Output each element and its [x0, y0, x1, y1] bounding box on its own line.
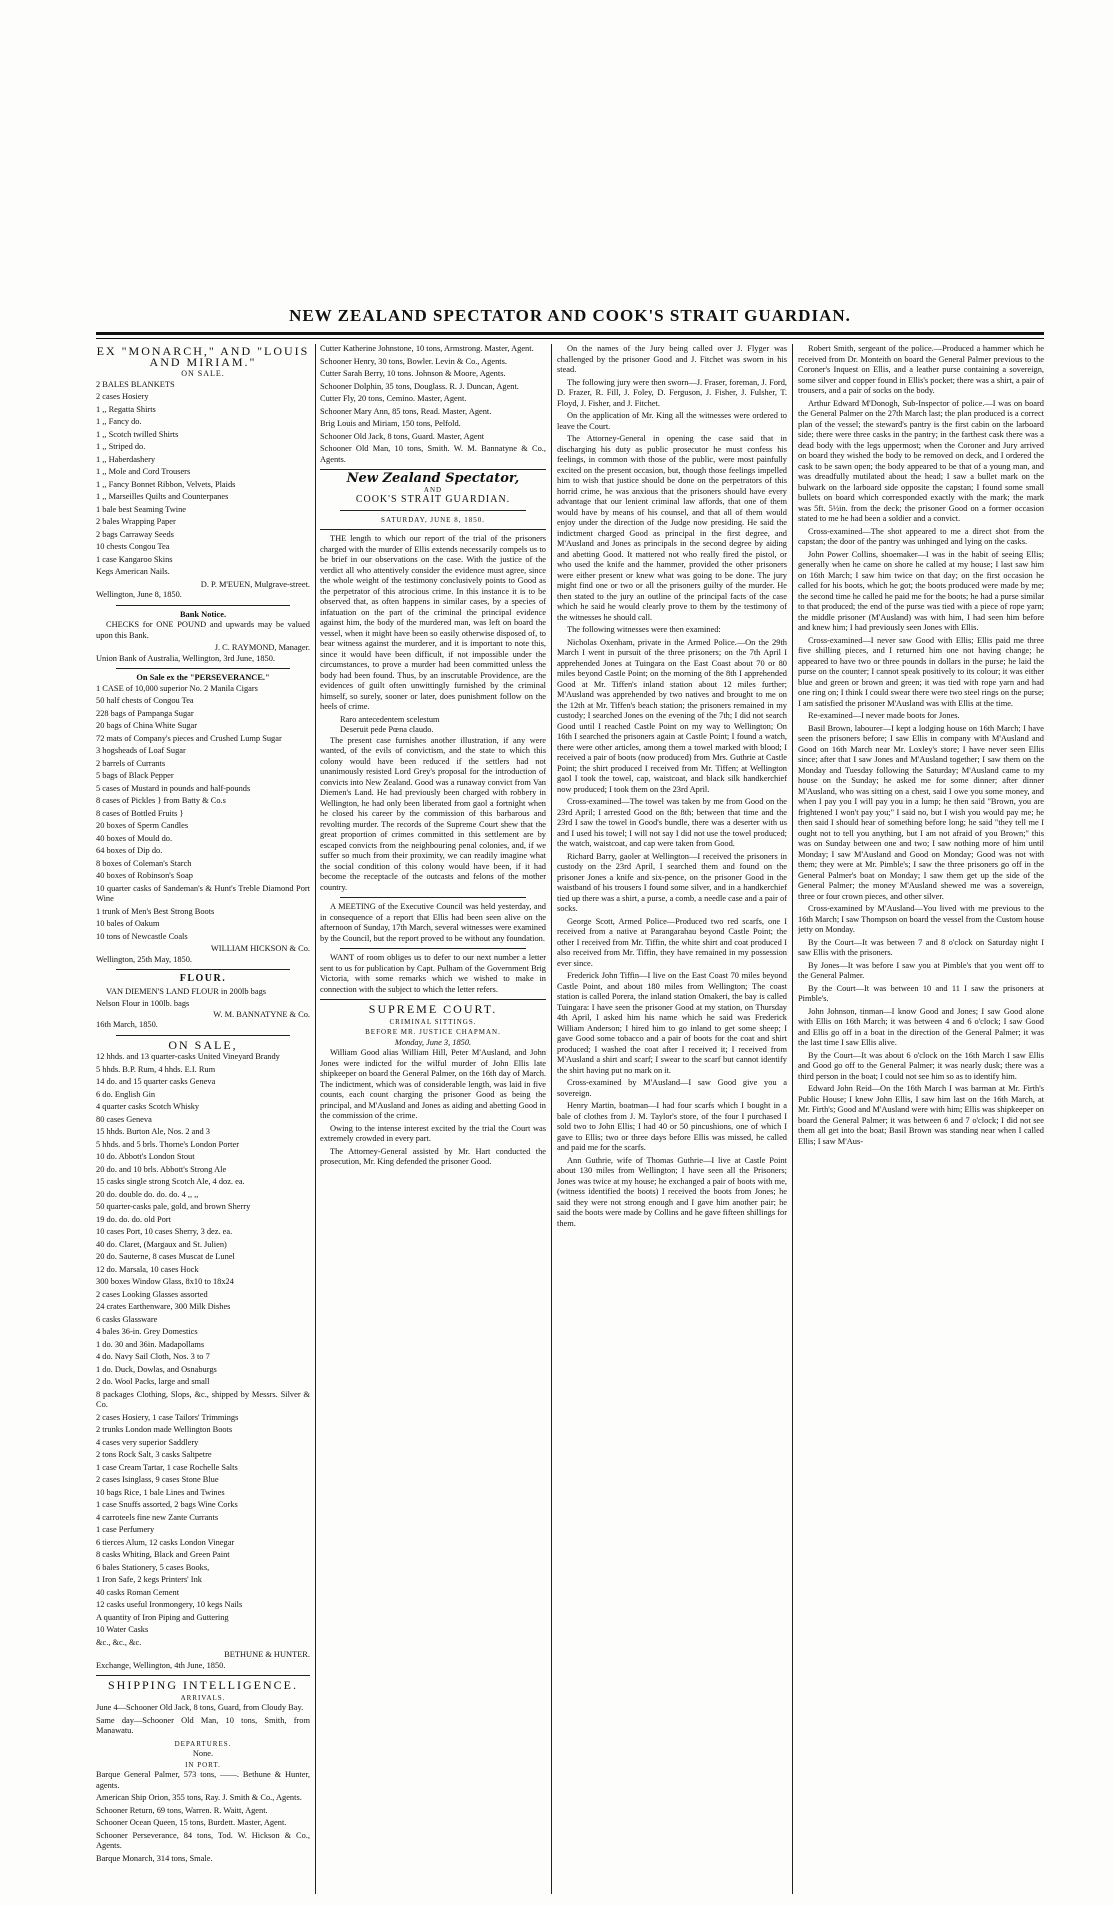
arrivals-heading: ARRIVALS.: [180, 1693, 226, 1702]
article-paragraph: Frederick John Tiffin—I live on the East Coast 70 miles beyond Castle Point, and about 180 miles from Wellington; The coast station is called Porera, the inland station Omakeri, the bay is called Tuingara: I have seen the prisoner Good at my station, on Thursday 4th April, I asked him his name which he said was Frederick William Anderson; I hired him to go inland to get some sheep; I gave Good some tobacco and a pair of boots for the coat and shirt produced; I washed the coat after I received it; I received from M'Ausland a shirt and scarf; I swear to the scarf but cannot identify the shirt having put no mark on it.: [557, 971, 787, 1075]
monarch-subtitle: ON SALE.: [181, 369, 225, 378]
trial-report: [557, 344, 787, 1229]
list-item: 10 Water Casks: [96, 1625, 149, 1634]
article-paragraph: Robert Smith, sergeant of the police.—Produced a hammer which he received from Dr. Monteith on board the General Palmer previous to the Coroner's Inquest on Ellis, and a leather purse containing a sovereign, some silver and copper found in Ellis's pocket; there was a shirt, a pair of trousers, and a pair of socks on the body.: [798, 344, 1044, 395]
list-item: 5 hhds. and 5 brls. Thorne's London Porter: [96, 1139, 240, 1149]
article-paragraph: John Power Collins, shoemaker—I was in the habit of seeing Ellis; generally when he came on shore he called at my house; I last saw him on 16th March; I saw him twice on that day; on the first occasion he called for his boots, which he got; the boots produced were made by me; the second time he called he paid me for the boots; he had a purse similar to that produced; the end of the purse was tied with a piece of rope yarn; the middle prisoner (M'Ausland) was with him, I had seen him before and knew him; I had previously seen Jones with Ellis.: [798, 549, 1044, 632]
article-paragraph: George Scott, Armed Police—Produced two red scarfs, one I received from a native at Parangarahau beyond Castle Point; the other I received from Mr. Tiffin, the white shirt and coat produced I also received from Mr. Tiffin, they have remained in my possession ever since.: [557, 916, 787, 968]
list-item: 1 do. Duck, Dowlas, and Osnaburgs: [96, 1364, 217, 1374]
list-item: 10 quarter casks of Sandeman's & Hunt's Treble Diamond Port Wine: [96, 883, 310, 903]
article-paragraph: The following witnesses were then examined:: [567, 625, 721, 634]
shipping-entry: Same day—Schooner Old Man, 10 tons, Smith, from Manawatu.: [96, 1715, 310, 1735]
shipping-entry: Cutter Fly, 20 tons, Cemino. Master, Agent.: [320, 394, 467, 403]
list-item: 1 ,, Regatta Shirts: [96, 404, 156, 414]
list-item: 20 boxes of Sperm Candles: [96, 821, 189, 830]
article-paragraph: Cross-examined by M'Ausland—I saw Good give you a sovereign.: [557, 1078, 787, 1098]
list-item: 300 boxes Window Glass, 8x10 to 18x24: [96, 1277, 234, 1286]
list-item: 6 do. English Gin: [96, 1089, 156, 1099]
list-item: 80 cases Geneva: [96, 1114, 152, 1124]
list-item: 20 do. double do. do. do. 4 ,, ,,: [96, 1189, 199, 1199]
monarch-title: EX "MONARCH," AND "LOUIS AND MIRIAM.": [96, 344, 310, 369]
list-item: 1 ,, Marseilles Quilts and Counterpanes: [96, 492, 229, 501]
list-item: 8 cases of Pickles } from Batty & Co.s: [96, 796, 226, 805]
list-item: &c., &c., &c.: [96, 1637, 142, 1647]
list-item: 40 casks Roman Cement: [96, 1587, 180, 1597]
masthead-rule-thin: [96, 338, 1044, 339]
shipping-entry: Schooner Mary Ann, 85 tons, Read. Master, Agent.: [320, 406, 492, 416]
court-before: BEFORE MR. JUSTICE CHAPMAN.: [365, 1028, 501, 1036]
list-item: 15 casks single strong Scotch Ale, 4 doz. ea.: [96, 1177, 245, 1186]
list-item: Kegs American Nails.: [96, 567, 170, 576]
list-item: 12 hhds. and 13 quarter-casks United Vineyard Brandy: [96, 1052, 280, 1061]
onsale-title: ON SALE,: [168, 1037, 238, 1052]
list-item: 15 hhds. Burton Ale, Nos. 2 and 3: [96, 1127, 210, 1136]
list-item: 64 boxes of Dip do.: [96, 846, 163, 855]
list-item: 8 boxes of Coleman's Starch: [96, 858, 192, 868]
court-para: Owing to the intense interest excited by the trial the Court was extremely crowded in every part.: [320, 1123, 546, 1143]
divider: [116, 605, 290, 606]
paper-and: AND: [423, 485, 443, 494]
article-paragraph: Cross-examined—The towel was taken by me from Good on the 23rd April; I arrested Good on the 8th; between that time and the 23rd I saw the towel in Good's bundle, there was a deserter with us and I used his towel; I will not say I did not use the towel produced; the watch, waistcoat, and cap were taken from Good.: [557, 797, 787, 848]
shipping-entry: Barque Monarch, 314 tons, Smale.: [96, 1853, 213, 1863]
list-item: 14 do. and 15 quarter casks Geneva: [96, 1077, 216, 1086]
list-item: 2 BALES BLANKETS: [96, 379, 175, 389]
list-item: 2 barrels of Currants: [96, 758, 166, 768]
list-item: 5 bags of Black Pepper: [96, 771, 174, 780]
article-paragraph: Cross-examined—The shot appeared to me a direct shot from the capstan; the door of the pantry was unhinged and lying on the casks.: [798, 526, 1044, 546]
list-item: 12 do. Marsala, 10 cases Hock: [96, 1264, 199, 1274]
list-item: 2 cases Looking Glasses assorted: [96, 1289, 208, 1299]
shipping-entry: June 4—Schooner Old Jack, 8 tons, Guard, from Cloudy Bay.: [96, 1703, 304, 1712]
bank-body: CHECKS for ONE POUND and upwards may be valued upon this Bank.: [96, 620, 310, 640]
perseverance-title: On Sale ex the "PERSEVERANCE.": [136, 673, 270, 682]
onsale-signature: BETHUNE & HUNTER.: [224, 1650, 310, 1659]
article-paragraph: The Attorney-General in opening the case said that in discharging his duty as public prosecutor he must confess his feelings, in common with those of the public, were most painfully excited on the present occasion, but, though those feelings impelled him to wish that justice should be done on the perpetrators of this horrid crime, he was anxious that the prisoners should have every advantage that our lenient criminal law affords, that one of them would have by means of his counsel, and that all of them would enjoy under the direction of the Judge now presiding. He said the indictment charged Good as principal in the first degree, and M'Ausland and Jones as principals in the second degree by aiding and abetting Good. It mattered not who really fired the pistol, or who used the knife and the hammer, provided the other prisoners were either present or knew what was going to be done. The jury might find one or two or all the prisoners guilty of the murder. He then stated to the jury an outline of the principal facts of the case which he said he would clearly prove to them by the testimony of the witnesses he should call.: [557, 434, 787, 622]
list-item: 6 casks Glassware: [96, 1314, 158, 1324]
list-item: 20 bags of China White Sugar: [96, 721, 198, 730]
column-2: [320, 344, 546, 1894]
list-item: 4 carroteels fine new Zante Currants: [96, 1512, 219, 1522]
list-item: 10 cases Port, 10 cases Sherry, 3 dez. ea.: [96, 1227, 233, 1236]
list-item: 6 tierces Alum, 12 casks London Vinegar: [96, 1537, 235, 1547]
divider: [116, 1035, 290, 1036]
column-divider: [551, 344, 552, 1894]
divider: [116, 969, 290, 970]
list-item: 72 mats of Company's pieces and Crushed Lump Sugar: [96, 733, 282, 743]
court-subtitle: CRIMINAL SITTINGS.: [389, 1017, 477, 1026]
article-paragraph: Re-examined—I never made boots for Jones.: [808, 711, 960, 720]
article-paragraph: By Jones—It was before I saw you at Pimble's that you went off to the General Palmer.: [798, 960, 1044, 980]
list-item: 1 trunk of Men's Best Strong Boots: [96, 906, 215, 916]
column-divider: [792, 344, 793, 1894]
list-item: 12 casks useful Ironmongery, 10 kegs Nails: [96, 1600, 243, 1609]
departures-value: None.: [192, 1749, 214, 1758]
paper-title: New Zealand Spectator,: [346, 471, 520, 486]
list-item: 1 bale best Seaming Twine: [96, 504, 186, 514]
shipping-entry: Schooner Old Man, 10 tons, Smith. W. M. Bannatyne & Co., Agents.: [320, 444, 546, 464]
column-divider: [315, 344, 316, 1894]
flour-body: VAN DIEMEN'S LAND FLOUR in 200lb bags: [106, 986, 267, 996]
list-item: 228 bags of Pampanga Sugar: [96, 708, 194, 718]
shipping-entry: Schooner Henry, 30 tons, Bowler. Levin & Co., Agents.: [320, 356, 507, 366]
list-item: 20 do. and 10 brls. Abbott's Strong Ale: [96, 1164, 227, 1174]
shipping-title: SHIPPING INTELLIGENCE.: [108, 1678, 298, 1692]
article-paragraph: On the application of Mr. King all the witnesses were ordered to leave the Court.: [557, 411, 787, 431]
article-paragraph: John Johnson, tinman—I know Good and Jones; I saw Good alone with Ellis on 16th March; it was between 4 and 6 o'clock; I saw Good and Ellis go off in a boat in the direction of the General Palmer; it was the last time I saw Ellis alive.: [798, 1006, 1044, 1047]
list-item: 1 ,, Mole and Cord Trousers: [96, 467, 191, 476]
divider: [320, 469, 546, 470]
perseverance-signature: WILLIAM HICKSON & Co.: [210, 944, 310, 953]
article-paragraph: Ann Guthrie, wife of Thomas Guthrie—I live at Castle Point about 130 miles from Wellington; I have seen all the Prisoners; Jones was twice at my house; he exchanged a pair of boots with me, (witness identified the boots) I received the boots from Jones; he said they were not strong enough and I gave him another pair; he said the boots were made by Collins and he gave fifteen shillings for them.: [557, 1155, 787, 1228]
article-paragraph: On the names of the Jury being called over J. Flyger was challenged by the prisoner Good and J. Fitchet was sworn in his stead.: [557, 344, 787, 374]
divider: [96, 1675, 310, 1676]
list-item: 3 hogsheads of Loaf Sugar: [96, 746, 186, 755]
article-paragraph: The following jury were then sworn—J. Fraser, foreman, J. Ford, D. Frazer, R. Fill, J. Foley, D. Ferguson, J. Fisher, J. Fulsher, T. Floyd, J. Fisher, and J. Fitchet.: [557, 377, 787, 408]
shipping-entry: Barque General Palmer, 573 tons, ——. Bethune & Hunter, agents.: [96, 1770, 310, 1790]
column-3: [557, 344, 787, 1894]
list-item: 8 casks Whiting, Black and Green Paint: [96, 1550, 230, 1559]
list-item: 1 case Snuffs assorted, 2 bags Wine Corks: [96, 1500, 238, 1509]
article-paragraph: By the Court—It was about 6 o'clock on the 16th March I saw Ellis and Good go off to the General Palmer; it was nearly dusk; there was a third person in the boat; I could not see him so as to identify him.: [798, 1050, 1044, 1081]
list-item: 2 cases Hosiery, 1 case Tailors' Trimmings: [96, 1412, 239, 1422]
list-item: 20 do. Sauterne, 8 cases Muscat de Lunel: [96, 1252, 235, 1261]
list-item: 1 CASE of 10,000 superior No. 2 Manila Cigars: [96, 683, 258, 693]
shipping-entry: American Ship Orion, 355 tons, Ray. J. Smith & Co., Agents.: [96, 1793, 302, 1802]
article-paragraph: By the Court—It was between 10 and 11 I saw the prisoners at Pimble's.: [798, 983, 1044, 1003]
divider: [320, 999, 546, 1000]
list-item: 1 ,, Fancy do.: [96, 417, 142, 426]
article-paragraph: Basil Brown, labourer—I kept a lodging house on 16th March; I have seen the prisoners before; I saw Ellis in company with M'Ausland and Good on 16th March near Mr. Loxley's store; I have never seen Ellis since; after that I saw Jones and M'Ausland together; I saw them on the Monday and Tuesday following the Saturday; M'Ausland came to my house on the Sunday; he asked me for some dinner; after dinner M'Ausland, who was sitting on a chest, said I owe you some money, and when I pay you I will pay you in a lump; he then said "Brown, you are frightened I won't pay you;" I said no, but I wish you would pay me; he then said I should hear of something before long; he said "they tell me I ought not to tell you anything, but I am not afraid of you Brown;" this was on Sunday between one and two; I saw nothing more of him until Monday; I saw M'Ausland and Good on Monday; Good was not with them; they were at Mr. Pimble's; I saw the three prisoners go off in the General Palmer's boat on Monday; I saw them get up the side of the General Palmer; the money M'Ausland shewed me was a sovereign, three or four crown pieces, and other silver.: [798, 723, 1044, 901]
divider: [340, 948, 526, 949]
article-paragraph: Arthur Edward M'Donogh, Sub-Inspector of police.—I was on board the General Palmer on the 27th March last; the plan produced is a correct plan of the vessel; the steward's pantry is the first cabin on the larboard side; there were three casks in the pantry; in the farthest cask there was a dead body with the legs uppermost; when the Coroner and Jury arrived on board they wished the body to be removed on deck, and I ordered the cask to be sawn open; the body appeared to be that of a young man, and was dreadfully mutilated about the head; I saw a bullet mark on the bulwark on the larboard side opposite the capstan; I found some small bullets on board which corresponded exactly with the mark; the mark was 5ft. 5½in. from the deck; the prisoner Good on a former occasion stated to me he had been a soldier and a convict.: [798, 398, 1044, 523]
divider: [320, 529, 546, 530]
list-item: 10 chests Congou Tea: [96, 542, 170, 551]
bank-place: Union Bank of Australia, Wellington, 3rd June, 1850.: [96, 653, 275, 663]
court-para: The Attorney-General assisted by Mr. Hart conducted the prosecution, Mr. King defended the prisoner Good.: [320, 1146, 546, 1166]
inport-heading: IN PORT.: [185, 1760, 221, 1769]
paper-date: SATURDAY, JUNE 8, 1850.: [381, 515, 485, 524]
column-4: [798, 344, 1044, 1894]
list-item: 1 case Cream Tartar, 1 case Rochelle Salts: [96, 1462, 238, 1472]
bank-title: Bank Notice.: [179, 609, 227, 619]
list-item: 10 bags Rice, 1 bale Lines and Twines: [96, 1487, 225, 1497]
divider: [340, 897, 526, 898]
divider: [116, 668, 290, 669]
list-item: 8 packages Clothing, Slops, &c., shipped by Messrs. Silver & Co.: [96, 1389, 310, 1409]
editorial-para: The present case furnishes another illustration, if any were wanted, of the evils of convictism, and the state to which this colony would have been reduced if the settlers had not unanimously resisted Lord Grey's proposal for the introduction of convicts into New Zealand. Good was a runaway convict from Van Diemen's Land. He had previously been charged with robbery in Wellington, he had only been liberated from gaol a fortnight when he closed his career by the commission of this barbarous and revolting murder. The records of the Supreme Court shew that the great proportion of crimes committed in this settlement are by escaped convicts from the neighbouring penal colonies, and, if we suffer so much from their proximity, we can readily imagine what the social condition of this colony would have been, if it had become the receptacle of the outcasts and felons of the mother country.: [320, 735, 546, 892]
article-paragraph: Nicholas Oxenham, private in the Armed Police.—On the 29th March I went in pursuit of the three prisoners; on the 7th April I apprehended Jones at Tuingara on the East Coast about 70 or 80 miles beyond Castle Point; on the morning of the 8th I apprehended Good at Mr. Tiffen's inland station about 12 miles further; M'Ausland was apprehended by two natives and brought to me on the 12th at Mr. Tiffen's beach station; the prisoners remained in my custody; I searched Jones on the evening of the 7th; I did not search Good until I reached Castle Point on my way to Wellington; On 16th I searched the prisoners again at Castle Point; I found a watch, there were other articles, among them a towel marked with blood; I received a pair of boots (now produced) from Mrs. Guthrie at Castle Point; the shirt produced I received from Mr. Tiffen; at Wellington gaol I took the towel, cap, waistcoat, and black silk handkerchief now produced; I took them on the 23rd April.: [557, 637, 787, 794]
paper-subtitle: COOK'S STRAIT GUARDIAN.: [355, 494, 511, 505]
flour-date: 16th March, 1850.: [96, 1020, 158, 1029]
list-item: 2 trunks London made Wellington Boots: [96, 1425, 233, 1434]
article-paragraph: Edward John Reid—On the 16th March I was barman at Mr. Firth's Public House; I knew John Ellis, I saw him last on the 16th March, at Mr. Firth's; Good and M'Ausland were with him; Ellis was shipkeeper on board the General Palmer; it was between 6 and 7 o'clock; I did not see them all get into the boat; Basil Brown was standing near when I called Ellis; I saw M'Aus-: [798, 1084, 1044, 1146]
list-item: 1 ,, Fancy Bonnet Ribbon, Velvets, Plaids: [96, 479, 236, 489]
shipping-entry: Schooner Ocean Queen, 15 tons, Burdett. Master, Agent.: [96, 1818, 287, 1827]
list-item: 4 do. Navy Sail Cloth, Nos. 3 to 7: [96, 1352, 210, 1361]
shipping-entry: Cutter Sarah Berry, 10 tons. Johnson & Moore, Agents.: [320, 369, 506, 378]
editorial-para: THE length to which our report of the trial of the prisoners charged with the murder of Ellis extends necessarily compels us to be brief in our observations on the case. With the justice of the verdict all who attentively consider the evidence must agree, since the whole weight of the testimony conclusively points to Good as the perpetrator of this atrocious crime. In this instance it is to be observed that, as often happens in similar cases, by a species of infatuation on the part of the criminal the principal evidence against him, the body of the murdered man, was left on board the vessel, when it might have been so easily otherwise disposed of, to bear witness against the murderer, and it is important to note this, since it would have been difficult, if not impossible under the circumstances, to prove a murder had been committed unless the body had been found. Thus, by an inscrutable Providence, are the evidences of guilt often unwittingly furnished by the criminal himself, so surely, sooner or later, does punishment follow on the heels of crime.: [320, 534, 546, 711]
list-item: 5 cases of Mustard in pounds and half-pounds: [96, 783, 251, 793]
list-item: 50 half chests of Congou Tea: [96, 696, 194, 705]
divider: [340, 510, 526, 511]
perseverance-date: Wellington, 25th May, 1850.: [96, 954, 193, 964]
masthead: NEW ZEALAND SPECTATOR AND COOK'S STRAIT GUARDIAN.: [289, 306, 851, 325]
list-item: 10 tons of Newcastle Coals: [96, 931, 188, 941]
article-paragraph: Richard Barry, gaoler at Wellington—I received the prisoners in custody on the 23rd April, I searched them and found on the prisoner Jones a knife and six-pence, on the prisoner Good in the waistband of his trousers I found some silver, and in a handkerchief tied up there was a shirt, a purse, a comb, a needle case and a pair of socks.: [557, 851, 787, 913]
list-item: 4 bales 36-in. Grey Domestics: [96, 1327, 198, 1336]
list-item: 1 do. 30 and 36in. Madapollams: [96, 1339, 205, 1349]
list-item: 10 bales of Oakum: [96, 919, 160, 928]
flour-line2: Nelson Flour in 100lb. bags: [96, 999, 190, 1008]
court-title: SUPREME COURT.: [368, 1002, 498, 1016]
masthead-rule: [96, 332, 1044, 335]
monarch-date: Wellington, June 8, 1850.: [96, 590, 182, 599]
editorial-para: WANT of room obliges us to defer to our next number a letter sent to us for publication by Capt. Pulham of the Government Brig Victoria, with some remarks which we wished to make in connection with the subject to which the letter refers.: [320, 953, 546, 994]
court-date: Monday, June 3, 1850.: [394, 1037, 472, 1047]
shipping-entry: Brig Louis and Miriam, 150 tons, Pelfold.: [320, 419, 461, 428]
list-item: 40 boxes of Robinson's Soap: [96, 871, 193, 880]
shipping-entry: Schooner Old Jack, 8 tons, Guard. Master, Agent: [320, 431, 485, 441]
shipping-entry: Cutter Katherine Johnstone, 10 tons, Armstrong. Master, Agent.: [320, 344, 534, 353]
shipping-entry: Schooner Dolphin, 35 tons, Douglass. R. J. Duncan, Agent.: [320, 381, 519, 391]
bank-signature: J. C. RAYMOND, Manager.: [214, 643, 310, 652]
monarch-signature: D. P. M'EUEN, Mulgrave-street.: [200, 579, 310, 589]
latin-quote-line: Raro antecedentem scelestum: [340, 714, 440, 724]
inport-list: [96, 1770, 310, 1864]
perseverance-list: [96, 684, 310, 943]
ships-list: [320, 344, 546, 465]
shipping-entry: Schooner Return, 69 tons, Warren. R. Waitt, Agent.: [96, 1805, 268, 1815]
article-paragraph: Cross-examined by M'Ausland—You lived with me previous to the 16th March; I saw Thompson on board the vessel from the Custom house jetty on Monday.: [798, 904, 1044, 934]
latin-quote-line: Deseruit pede Pœna claudo.: [340, 725, 434, 734]
article-paragraph: Cross-examined—I never saw Good with Ellis; Ellis paid me three five shilling pieces, and I returned him one not having change; he appeared to have two or three pounds in dollars in the purse; he laid the purse on the counter; I cannot speak positively to its colour; it was either blue and green or brown and green; it was tied with rope yarn and had one ring on; I think I could swear there were two steel rings on the purse; I am satisfied the prisoner M'Ausland was with Ellis at the time.: [798, 635, 1044, 708]
list-item: 1 ,, Striped do.: [96, 442, 146, 451]
court-para: William Good alias William Hill, Peter M'Ausland, and John Jones were indicted for the wilful murder of John Ellis late shipkeeper on board the General Palmer, on the 16th day of March. The indictment, which was of considerable length, was laid in five counts, each count charging the prisoner Good as being the principal, and M'Ausland and Jones as aiding and abetting Good in the commission of the crime.: [320, 1048, 546, 1120]
list-item: 2 bales Wrapping Paper: [96, 517, 176, 526]
list-item: 5 hhds. B.P. Rum, 4 hhds. E.I. Rum: [96, 1064, 216, 1074]
onsale-date: Exchange, Wellington, 4th June, 1850.: [96, 1660, 226, 1670]
list-item: 4 quarter casks Scotch Whisky: [96, 1102, 200, 1111]
arrivals-list: [96, 1703, 310, 1737]
editorial-para: A MEETING of the Executive Council was held yesterday, and in consequence of a report that Ellis had been seen alive on the afternoon of Sunday, 17th March, several witnesses were examined by the Council, but the report proved to be without any foundation.: [320, 902, 546, 943]
onsale-list: [96, 1052, 310, 1648]
list-item: 19 do. do. do. old Port: [96, 1214, 171, 1224]
list-item: 1 case Perfumery: [96, 1525, 155, 1534]
list-item: 40 boxes of Mould do.: [96, 833, 173, 843]
list-item: 2 tons Rock Salt, 3 casks Saltpetre: [96, 1450, 212, 1459]
trial-report-continued: [798, 344, 1044, 1147]
article-paragraph: By the Court—It was between 7 and 8 o'clock on Saturday night I saw Ellis with the prisoners.: [798, 937, 1044, 957]
list-item: 4 cases very superior Saddlery: [96, 1437, 199, 1447]
monarch-list: [96, 380, 310, 578]
list-item: 2 do. Wool Packs, large and small: [96, 1377, 210, 1386]
list-item: 1 Iron Safe, 2 kegs Printers' Ink: [96, 1575, 202, 1584]
list-item: 8 cases of Bottled Fruits }: [96, 808, 184, 818]
list-item: 2 cases Isinglass, 9 cases Stone Blue: [96, 1475, 219, 1484]
article-paragraph: Henry Martin, boatman—I had four scarfs which I bought in a bale of clothes from J. M. Taylor's store, of the four I purchased I sold two to John Ellis; I had 40 or 50 pincushions, one of which I gave to Ellis; two or three days before Ellis was missed, he called and paid me for the scarfs.: [557, 1101, 787, 1152]
list-item: 2 cases Hosiery: [96, 392, 149, 401]
list-item: 1 case Kangaroo Skins: [96, 554, 173, 564]
column-1: [96, 344, 310, 1894]
list-item: 1 ,, Haberdashery: [96, 454, 156, 464]
flour-title: FLOUR.: [179, 973, 227, 984]
departures-heading: DEPARTURES.: [174, 1739, 232, 1748]
list-item: 2 bags Carraway Seeds: [96, 529, 174, 539]
shipping-entry: Schooner Perseverance, 84 tons, Tod. W. Hickson & Co., Agents.: [96, 1830, 310, 1850]
list-item: 40 do. Claret, (Margaux and St. Julien): [96, 1239, 227, 1249]
list-item: 24 crates Earthenware, 300 Milk Dishes: [96, 1302, 231, 1311]
list-item: A quantity of Iron Piping and Guttering: [96, 1612, 229, 1622]
flour-signature: W. M. BANNATYNE & Co.: [213, 1009, 310, 1019]
list-item: 10 do. Abbott's London Stout: [96, 1152, 195, 1161]
list-item: 50 quarter-casks pale, gold, and brown Sherry: [96, 1202, 251, 1211]
list-item: 6 bales Stationery, 5 cases Books,: [96, 1562, 210, 1572]
list-item: 1 ,, Scotch twilled Shirts: [96, 429, 179, 439]
